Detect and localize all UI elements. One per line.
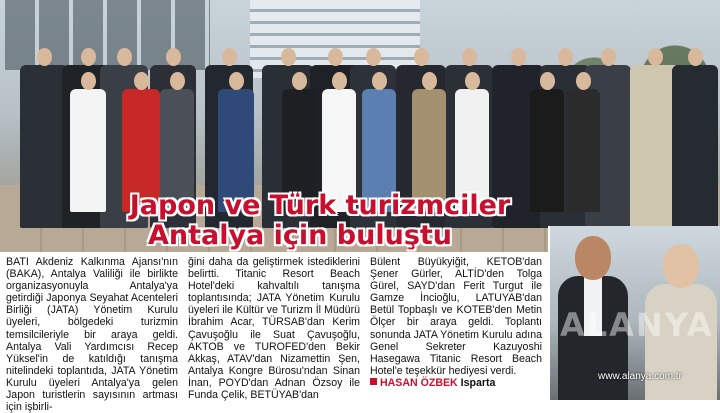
article-body bbox=[6, 256, 542, 413]
article-column-3 bbox=[370, 256, 542, 396]
author-name: HASAN ÖZBEK bbox=[380, 376, 458, 389]
watermark-logo: ALANYA bbox=[560, 306, 714, 344]
article-column-1 bbox=[6, 256, 178, 413]
article-paragraph-1: BATI Akdeniz Kalkınma Ajansı'nın (BAKA), Antalya Valiliği ile birlikte organizasyonuyla Antalya'ya getirdiği Japonya Seyahat Acenteleri Birliği (JATA) Yönetim Kurulu üyeleri, bölgedeki turizmin temsilcileriyle bir araya geldi. Antalya Vali Yardımcısı Recep Yüksel'in de katıldığı tanışma nitelindeki toplantıda, JATA Yönetim Kurulu üyeleri Antalya'ya gelen Japon turistlerin sayısının artması için işbirli- bbox=[6, 256, 178, 413]
article-paragraph-2: ğini daha da geliştirmek istediklerini belirtti. Titanic Resort Beach Hotel'deki kahvaltılı tanışma toplantısında; JATA Yönetim Kurulu üyeleri ile Kültür ve Turizm İl Müdürü İbrahim Acar, TÜRSAB'dan Kerim Çavuşoğlu ile Suat Çavuşoğlu, AKTOB ve TUROFED'den Bekir Akkaş, ATAV'dan Nizamettin Şen, Antalya Kongre Bürosu'ndan Sinan İnan, POYD'dan Adnan Özsoy ile Funda Çelik, BETÜYAB'dan bbox=[188, 256, 360, 402]
article-paragraph-3: Bülent Büyükyiğit, KETOB'dan Şener Gürler, ALTİD'den Tolga Gürel, SAYD'dan Ferit Turgut ile Gamze İncioğlu, LATUYAB'dan Betül Topbaşlı ve KOTEB'den Metin Ölçer bir araya geldi. Toplantı sonunda JATA Yönetim Kurulu adına Genel Sekreter Kazuyoshi Hasegawa Titanic Resort Beach Hotel'e teşekkür hediyesi verdi. bbox=[370, 256, 542, 377]
byline-marker-icon bbox=[370, 378, 377, 385]
author-location: Isparta bbox=[460, 376, 496, 389]
headline-line-1: Japon ve Türk turizmciler bbox=[129, 190, 511, 221]
watermark-url: www.alanya.com.tr bbox=[598, 371, 682, 382]
byline bbox=[370, 377, 542, 389]
article-column-2 bbox=[188, 256, 360, 402]
headline-line-2: Antalya için buluştu bbox=[147, 220, 453, 251]
